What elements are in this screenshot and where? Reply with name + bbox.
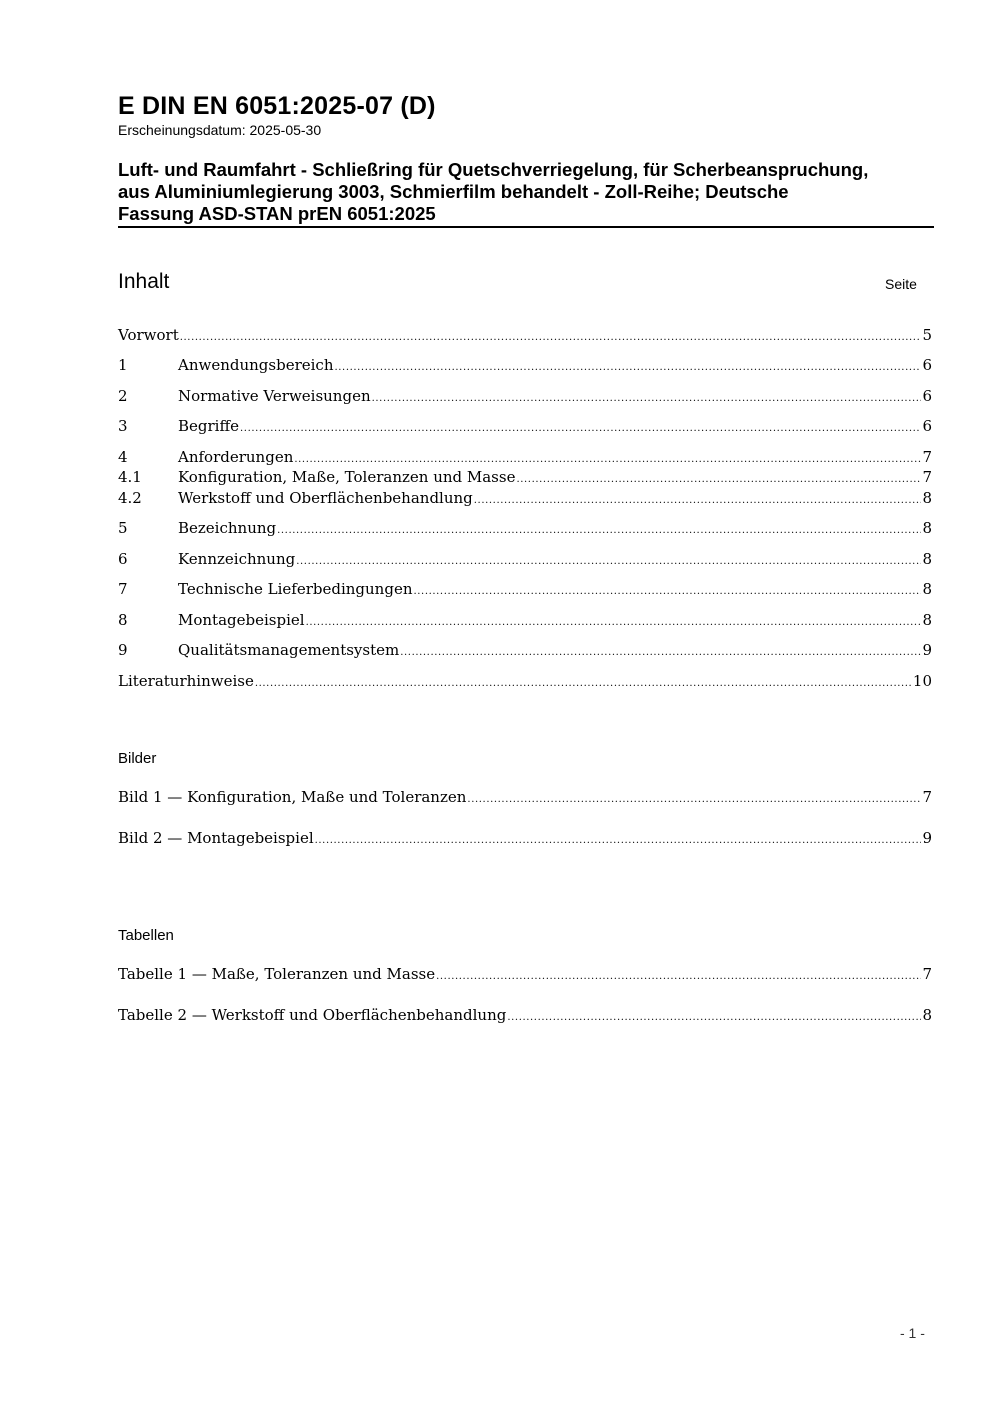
toc-entry-page: 8 bbox=[922, 489, 932, 507]
toc-entry-title: Begriffe bbox=[178, 417, 240, 435]
toc-leader-dots bbox=[240, 416, 921, 439]
toc-leader-dots bbox=[436, 964, 921, 987]
toc-entry-number: 1 bbox=[118, 356, 128, 374]
toc-entry-title: Literaturhinweise bbox=[118, 672, 254, 690]
toc-leader-dots bbox=[507, 1005, 921, 1028]
toc-entry-page: 10 bbox=[912, 672, 932, 690]
toc-leader-dots bbox=[255, 671, 912, 694]
title-line: Fassung ASD-STAN prEN 6051:2025 bbox=[118, 203, 436, 224]
toc-entry-number: 7 bbox=[118, 580, 128, 598]
toc-entry-title: Normative Verweisungen bbox=[178, 387, 371, 405]
toc-entry-4[interactable] bbox=[118, 447, 932, 467]
toc-entry-title: Qualitätsmanagementsystem bbox=[178, 641, 400, 659]
toc-entry-page: 8 bbox=[922, 611, 932, 629]
toc-entry-page: 6 bbox=[922, 356, 932, 374]
document-id: E DIN EN 6051:2025-07 (D) bbox=[118, 92, 436, 120]
figures-heading: Bilder bbox=[118, 750, 157, 767]
toc-leader-dots bbox=[296, 549, 921, 572]
toc-leader-dots bbox=[334, 355, 921, 378]
toc-entry-title: Montagebeispiel bbox=[178, 611, 305, 629]
toc-entry-page: 7 bbox=[922, 448, 932, 466]
toc-entry-title: Kennzeichnung bbox=[178, 550, 296, 568]
toc-leader-dots bbox=[413, 579, 921, 602]
figure-entry-2[interactable] bbox=[118, 828, 932, 848]
toc-leader-dots bbox=[277, 518, 921, 541]
toc-entry-number: 4.1 bbox=[118, 468, 142, 486]
toc-entry-page: 5 bbox=[922, 326, 932, 344]
toc-entry-5[interactable] bbox=[118, 518, 932, 538]
toc-entry-page: 7 bbox=[922, 468, 932, 486]
toc-entry-page: 6 bbox=[922, 417, 932, 435]
table-entry-title: Tabelle 2 — Werkstoff und Oberflächenbehandlung bbox=[118, 1006, 507, 1024]
title-line: Luft- und Raumfahrt - Schließring für Quetschverriegelung, für Scherbeanspruchung, bbox=[118, 159, 869, 180]
document-title bbox=[118, 159, 934, 228]
toc-leader-dots bbox=[306, 610, 922, 633]
toc-entry-page: 9 bbox=[922, 641, 932, 659]
toc-entry-page: 8 bbox=[922, 580, 932, 598]
tables-heading: Tabellen bbox=[118, 927, 174, 944]
toc-entry-title: Vorwort bbox=[118, 326, 179, 344]
table-entry-1[interactable] bbox=[118, 964, 932, 984]
toc-entry-page: 8 bbox=[922, 550, 932, 568]
toc-entry-number: 2 bbox=[118, 387, 128, 405]
toc-leader-dots bbox=[372, 386, 922, 409]
figure-entry-title: Bild 2 — Montagebeispiel bbox=[118, 829, 314, 847]
figure-entry-title: Bild 1 — Konfiguration, Maße und Toleranzen bbox=[118, 788, 467, 806]
toc-leader-dots bbox=[467, 787, 921, 810]
toc-entry-vorwort[interactable] bbox=[118, 325, 932, 345]
figure-entry-page: 9 bbox=[922, 829, 932, 847]
toc-entry-number: 9 bbox=[118, 641, 128, 659]
toc-entry-number: 4.2 bbox=[118, 489, 142, 507]
toc-entry-3[interactable] bbox=[118, 416, 932, 436]
toc-leader-dots bbox=[474, 488, 922, 511]
toc-entry-number: 8 bbox=[118, 611, 128, 629]
figure-entry-1[interactable] bbox=[118, 787, 932, 807]
toc-leader-dots bbox=[516, 467, 921, 490]
toc-page-column-label: Seite bbox=[885, 276, 917, 292]
toc-entry-number: 5 bbox=[118, 519, 128, 537]
toc-entry-8[interactable] bbox=[118, 610, 932, 630]
toc-entry-number: 6 bbox=[118, 550, 128, 568]
toc-entry-title: Werkstoff und Oberflächenbehandlung bbox=[178, 489, 473, 507]
table-entry-page: 7 bbox=[922, 965, 932, 983]
toc-entry-title: Konfiguration, Maße, Toleranzen und Masse bbox=[178, 468, 516, 486]
toc-entry-literaturhinweise[interactable] bbox=[118, 671, 932, 691]
toc-entry-page: 6 bbox=[922, 387, 932, 405]
page-number: - 1 - bbox=[900, 1325, 925, 1341]
toc-entry-2[interactable] bbox=[118, 386, 932, 406]
toc-entry-6[interactable] bbox=[118, 549, 932, 569]
toc-entry-title: Anforderungen bbox=[178, 448, 294, 466]
toc-entry-number: 3 bbox=[118, 417, 128, 435]
toc-heading: Inhalt bbox=[118, 270, 170, 293]
toc-entry-page: 8 bbox=[922, 519, 932, 537]
toc-entry-title: Bezeichnung bbox=[178, 519, 277, 537]
toc-entry-title: Anwendungsbereich bbox=[178, 356, 334, 374]
figure-entry-page: 7 bbox=[922, 788, 932, 806]
toc-entry-title: Technische Lieferbedingungen bbox=[178, 580, 413, 598]
toc-entry-number: 4 bbox=[118, 448, 128, 466]
table-entry-title: Tabelle 1 — Maße, Toleranzen und Masse bbox=[118, 965, 436, 983]
table-entry-2[interactable] bbox=[118, 1005, 932, 1025]
toc-entry-9[interactable] bbox=[118, 640, 932, 660]
table-entry-page: 8 bbox=[922, 1006, 932, 1024]
publication-date: Erscheinungsdatum: 2025-05-30 bbox=[118, 122, 322, 138]
toc-entry-7[interactable] bbox=[118, 579, 932, 599]
toc-entry-1[interactable] bbox=[118, 355, 932, 375]
toc-leader-dots bbox=[180, 325, 922, 348]
toc-entry-4-1[interactable] bbox=[118, 467, 932, 487]
toc-leader-dots bbox=[400, 640, 921, 663]
toc-entry-4-2[interactable] bbox=[118, 488, 932, 508]
title-line: aus Aluminiumlegierung 3003, Schmierfilm behandelt - Zoll-Reihe; Deutsche bbox=[118, 181, 789, 202]
toc-leader-dots bbox=[315, 828, 922, 851]
